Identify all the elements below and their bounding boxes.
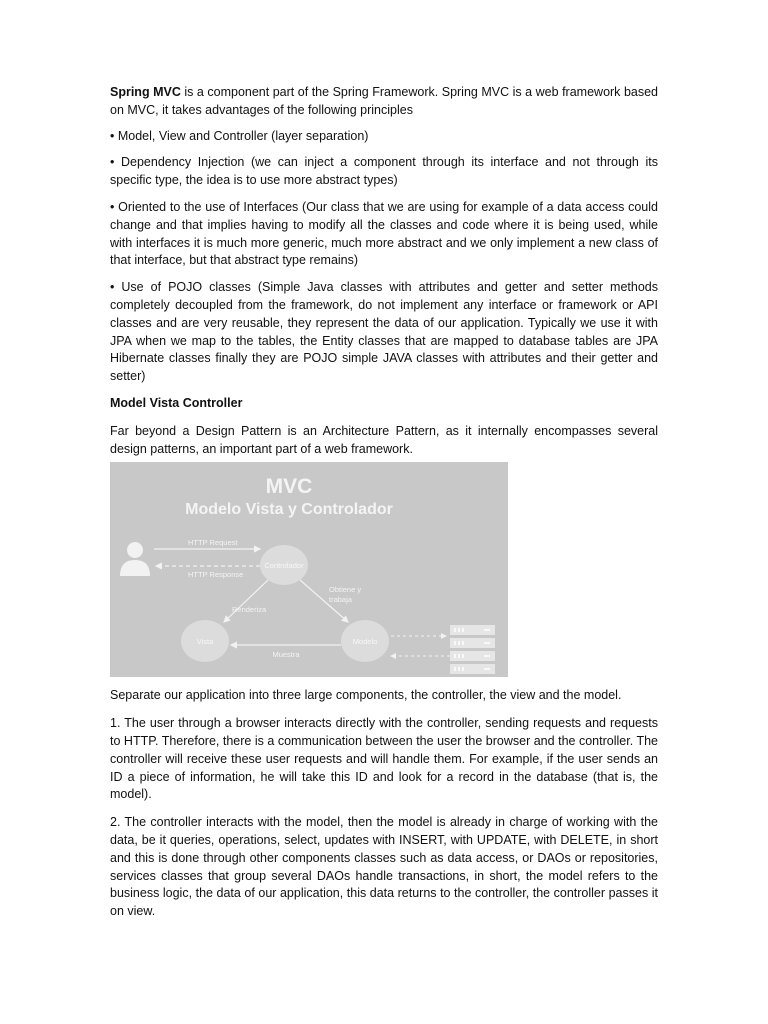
document-body (110, 84, 658, 921)
intro-text: is a component part of the Spring Framework. Spring MVC is a web framework based on MVC, it takes advantages of the following principles (110, 85, 658, 117)
renders-label: Renderiza (232, 605, 267, 615)
section-heading: Model Vista Controller (110, 395, 243, 410)
user-icon (120, 542, 150, 576)
principle-item: • Dependency Injection (we can inject a component through its interface and not through its specific type, the idea is to use more abstract types) (110, 155, 658, 188)
step-paragraph: 2. The controller interacts with the model, then the model is already in charge of working with the data, be it queries, operations, select, updates with INSERT, with UPDATE, with DELETE, in short and this is done through other components classes such as data access, or DAOs or repositories, services classes that group several DAOs handle transactions, in short, the model refers to the business logic, the data of our application, this data returns to the controller, the controller passes it on view. (110, 815, 658, 919)
renders-arrow (224, 580, 268, 622)
principle-item: • Model, View and Controller (layer separation) (110, 128, 369, 143)
model-label: Modelo (352, 637, 378, 647)
intro-term: Spring MVC (110, 85, 181, 99)
diagram-subtitle: Modelo Vista y Controlador (185, 501, 393, 519)
step-paragraph: 1. The user through a browser interacts directly with the controller, sending requests and requests to HTTP. Therefore, there is a communication between the user the browser and the controller. The controller will receive these user requests and will handle them. For example, if the user sends an ID a piece of information, he will take this ID and look for a record in the database (that is, the model). (110, 716, 658, 802)
principle-item: • Oriented to the use of Interfaces (Our class that we are using for example of a data access could change and that implies having to modify all the classes and code where it is being used, while with interfaces it is much more generic, much more abstract and we only implement a new class of that interface, but that abstract type remains) (110, 199, 658, 268)
view-label: Vista (196, 637, 214, 647)
mvc-diagram-svg (110, 462, 508, 677)
http-request-label: HTTP Request (188, 538, 238, 548)
obtains-label-line2: trabaja (329, 595, 352, 605)
principle-item: • Use of POJO classes (Simple Java classes with attributes and getter and setter methods completely decoupled from the framework, do not implement any interface or framework or API classes and are very reusable, they represent the data of our application. Typically we use it with JPA when we map to the tables, the Entity classes that are mapped to database tables are JPA Hibernate classes finally they are POJO simple JAVA classes with attributes and their getter and setter) (110, 280, 658, 384)
shows-label: Muestra (272, 650, 300, 660)
diagram-caption: Separate our application into three large components, the controller, the view and the model. (110, 688, 622, 703)
section-intro: Far beyond a Design Pattern is an Architecture Pattern, as it internally encompasses several design patterns, an important part of a web framework. (110, 423, 658, 456)
mvc-diagram (110, 462, 508, 677)
http-response-label: HTTP Response (188, 570, 244, 580)
obtains-label-line1: Obtiene y (329, 585, 362, 595)
database-rows-icon (450, 625, 495, 674)
intro-paragraph (110, 84, 658, 120)
controller-label: Controlador (264, 561, 304, 571)
diagram-title: MVC (265, 475, 313, 499)
